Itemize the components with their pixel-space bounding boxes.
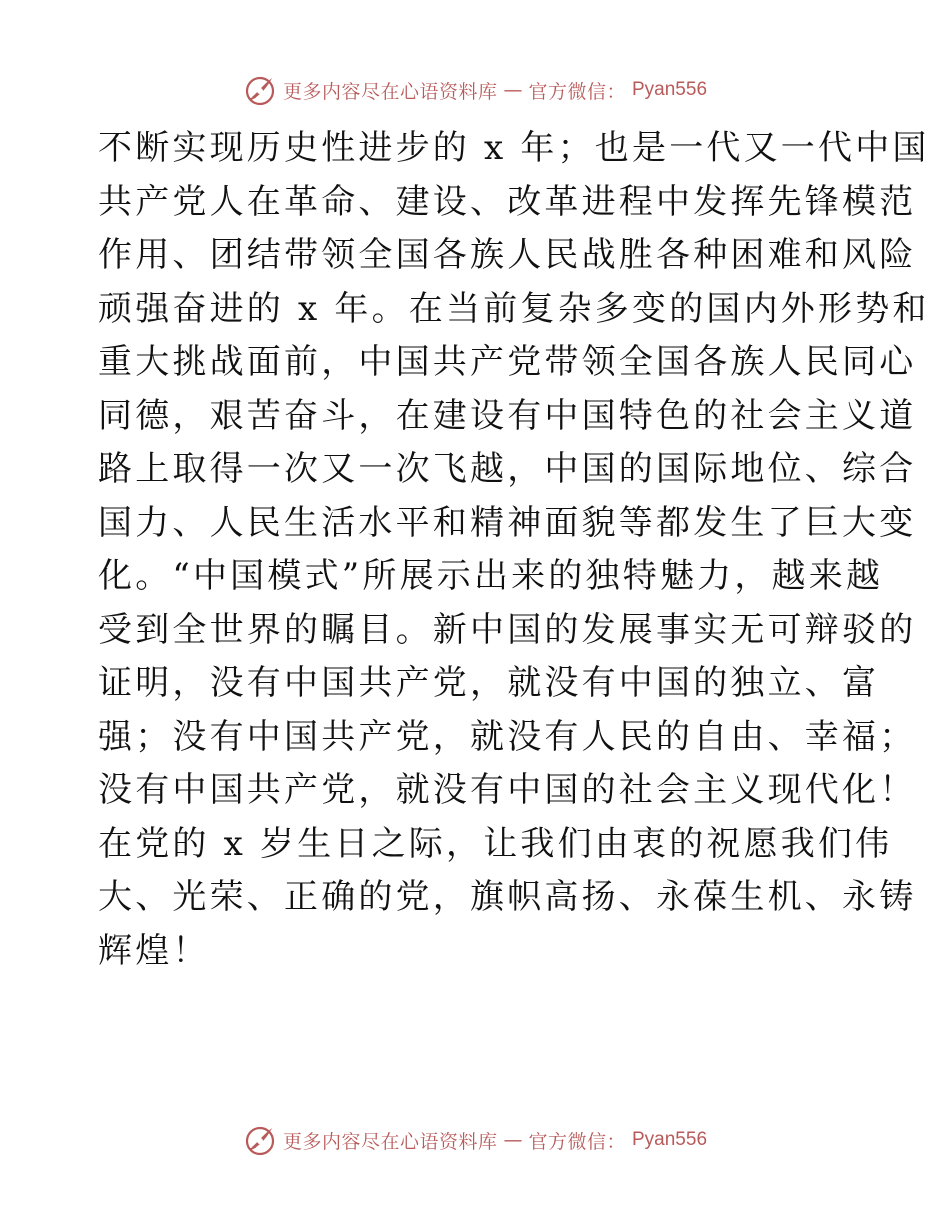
body-line: 重大挑战面前，中国共产党带领全国各族人民同心 xyxy=(98,342,917,382)
body-line: 不断实现历史性进步的 x 年；也是一代又一代中国 xyxy=(98,128,930,168)
quill-logo-icon xyxy=(243,1123,277,1157)
body-line: 大、光荣、正确的党，旗帜高扬、永葆生机、永铸 xyxy=(98,877,917,917)
body-line: 化。“中国模式”所展示出来的独特魅力，越来越 xyxy=(98,556,884,596)
header-watermark xyxy=(0,70,950,110)
watermark-wechat-id: Pyan556 xyxy=(632,79,708,100)
watermark-separator: — xyxy=(503,1129,523,1151)
body-line: 国力、人民生活水平和精神面貌等都发生了巨大变 xyxy=(98,502,917,543)
body-line: 共产党人在革命、建设、改革进程中发挥先锋模范 xyxy=(98,181,917,222)
body-line: 没有中国共产党，就没有中国的社会主义现代化！ xyxy=(98,770,917,810)
body-line: 路上取得一次又一次飞越，中国的国际地位、综合 xyxy=(98,449,917,489)
body-line: 辉煌！ xyxy=(98,930,210,971)
quill-logo-icon xyxy=(243,73,277,107)
watermark-wechat-label: 官方微信： xyxy=(528,80,626,103)
body-line: 作用、团结带领全国各族人民战胜各种困难和风险 xyxy=(98,235,917,275)
document-body xyxy=(98,122,930,978)
body-line: 顽强奋进的 x 年。在当前复杂多变的国内外形势和 xyxy=(98,288,930,329)
body-line: 同德，艰苦奋斗，在建设有中国特色的社会主义道 xyxy=(98,395,917,436)
body-line: 在党的 x 岁生日之际，让我们由衷的祝愿我们伟 xyxy=(98,823,893,864)
watermark-text: 更多内容尽在心语资料库 xyxy=(282,1130,498,1153)
watermark-separator: — xyxy=(503,79,523,101)
body-line: 强；没有中国共产党，就没有人民的自由、幸福； xyxy=(98,716,917,757)
body-line: 证明，没有中国共产党，就没有中国的独立、富 xyxy=(98,663,880,703)
watermark-text: 更多内容尽在心语资料库 xyxy=(282,80,498,103)
watermark-wechat-label: 官方微信： xyxy=(528,1130,626,1153)
footer-watermark xyxy=(0,1120,950,1160)
watermark-wechat-id: Pyan556 xyxy=(632,1129,708,1150)
body-line: 受到全世界的瞩目。新中国的发展事实无可辩驳的 xyxy=(98,609,917,650)
